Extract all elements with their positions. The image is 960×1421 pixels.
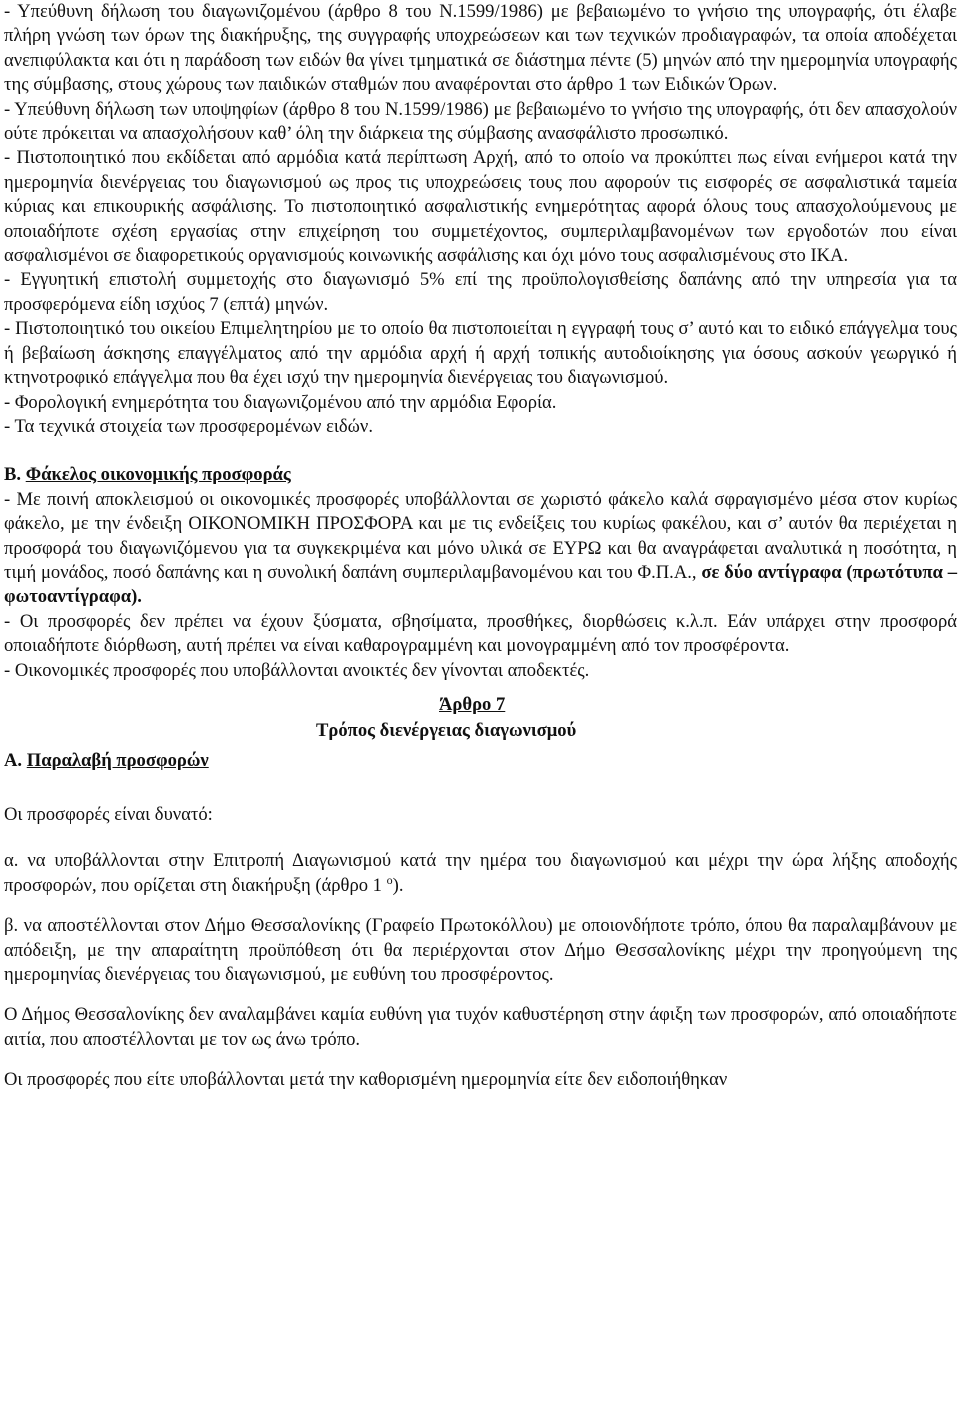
- paragraph-no-corrections: - Οι προσφορές δεν πρέπει να έχουν ξύσματα, σβησίματα, προσθήκες, διορθώσεις κ.λ.π. Εάν υπάρχει στην προσφορά οποιαδήποτε διόρθωση, αυτή πρέπει να είναι καθαρογραμμένη και μονογραμμένη από τον προσφέροντα.: [4, 610, 957, 657]
- paragraph-late-offers: Οι προσφορές που είτε υποβάλλονται μετά την καθορισμένη ημερομηνία είτε δεν ειδοποιήθηκαν: [4, 1069, 728, 1091]
- paragraph-no-liability: Ο Δήμος Θεσσαλονίκης δεν αναλαμβάνει καμία ευθύνη για τυχόν καθυστέρηση στην άφιξη των προσφορών, από οποιαδήποτε αιτία, που αποστέλλονται με τον ως άνω τρόπο.: [4, 1004, 957, 1050]
- article-header: [4, 693, 957, 789]
- article-subtitle: Τρόπος διενέργειας διαγωνισμού: [316, 719, 577, 741]
- item-a-end: ).: [392, 874, 404, 896]
- paragraph-declaration-uninsured: - Υπεύθυνη δήλωση των υποψηφίων (άρθρο 8 του Ν.1599/1986) με βεβαιωμένο το γνήσιο της υπογραφής, ότι δεν απασχολούν ούτε πρόκειται να απασχολήσουν καθ’ όλη την διάρκεια της σύμβασης ανασφάλιστο προσωπικό.: [4, 98, 957, 145]
- article-title: Άρθρο 7: [439, 693, 506, 715]
- section-b-heading: [4, 463, 957, 487]
- section-b-prefix: Β.: [4, 464, 26, 486]
- section-b-title: Φάκελος οικονομικής προσφοράς: [25, 464, 291, 486]
- document-page: [4, 0, 957, 1093]
- item-a-text: α. να υποβάλλονται στην Επιτροπή Διαγωνισμού κατά την ημέρα του διαγωνισμού και μέχρι την ώρα λήξης αποδοχής προσφορών, που ορίζεται στη διακήρυξη (άρθρο 1: [4, 850, 957, 896]
- financial-envelope-copies: σε δύο αντίγραφα (πρωτότυπα – φωτοαντίγραφα).: [4, 561, 957, 608]
- paragraph-technical-specs: - Τα τεχνικά στοιχεία των προσφερομένων ειδών.: [4, 415, 373, 437]
- paragraph-insurance-certificate: - Πιστοποιητικό που εκδίδεται από αρμόδια κατά περίπτωση Αρχή, από το οποίο να προκύπτει πως είναι ενήμεροι κατά την ημερομηνία διενέργειας του διαγωνισμού ως προς τις υποχρεώσεις τους που αφορούν τις εισφορές σε ασφαλιστικά ταμεία κύριας και επικουρικής ασφάλισης. Το πιστοποιητικό ασφαλιστικής ενημερότητας αφορά όλους τους απασχολούμενους με οποιαδήποτε σχέση εργασίας στην επιχείρηση του συμμετέχοντος, συμπεριλαμβανομένων των εργοδοτών που είναι ασφαλισμένοι σε διαφορετικούς οργανισμούς κοινωνικής ασφάλισης και όχι μόνο τους ασφαλισμένους στο ΙΚΑ.: [4, 147, 957, 267]
- paragraph-declaration-terms: - Υπεύθυνη δήλωση του διαγωνιζομένου (άρθρο 8 του Ν.1599/1986) με βεβαιωμένο το γνήσιο της υπογραφής, ότι έλαβε πλήρη γνώση των όρων της διακήρυξης, της συγγραφής υποχρεώσεων και των τεχνικών προδιαγραφών, τα οποία αποδέχεται ανεπιφύλακτα και ότι η παράδοση των ειδών θα γίνει τμηματικά σε διάστημα πέντε (5) μηνών από την ημερομηνία υπογραφής της σύμβασης, στους χώρους των παιδικών σταθμών που αναφέρονται στο άρθρο 1 των Ειδικών Όρων.: [4, 1, 957, 96]
- paragraph-chamber-certificate: - Πιστοποιητικό του οικείου Επιμελητηρίου με το οποίο θα πιστοποιείται η εγγραφή τους σ’ αυτό και το ειδικό επάγγελμα τους ή βεβαίωση άσκησης επαγγέλματος από την αρμόδια αρχή ή αρχή τοπικής αυτοδιοίκησης για όσους ασκούν γεωργικό ή κτηνοτροφικό επάγγελμα που θα έχει ισχύ την ημερομηνία διενέργειας του διαγωνισμού.: [4, 318, 957, 389]
- paragraph-financial-envelope: [4, 488, 957, 610]
- paragraph-tax-clearance: - Φορολογική ενημερότητα του διαγωνιζομένου από την αρμόδια Εφορία.: [4, 391, 557, 413]
- paragraph-guarantee-letter: - Εγγυητική επιστολή συμμετοχής στο διαγωνισμό 5% επί της προϋπολογισθείσης δαπάνης από την υπηρεσία για τα προσφερόμενα είδη ισχύος 7 (επτά) μηνών.: [4, 269, 957, 315]
- paragraph-offers-intro: Οι προσφορές είναι δυνατό:: [4, 803, 213, 825]
- section-a-title: Παραλαβή προσφορών: [26, 749, 209, 771]
- paragraph-open-offers: - Οικονομικές προσφορές που υποβάλλονται ανοικτές δεν γίνονται αποδεκτές.: [4, 659, 590, 681]
- list-item-a: [4, 849, 957, 898]
- section-a-prefix: Α.: [4, 749, 27, 771]
- financial-envelope-text: - Με ποινή αποκλεισμού οι οικονομικές προσφορές υποβάλλονται σε χωριστό φάκελο καλά σφραγισμένο μέσα στον κυρίως φάκελο, με την ένδειξη ΟΙΚΟΝΟΜΙΚΗ ΠΡΟΣΦΟΡΑ και με τις ενδείξεις του κυρίως φακέλου, και σ’ αυτόν θα περιέχεται η προσφορά του διαγωνιζόμενου για τα συγκεκριμένα και μόνο υλικά σε ΕΥΡΩ και θα αναγράφεται αναλυτικά η ποσότητα, η τιμή μονάδος, ποσό δαπάνης και η συνολική δαπάνη συμπεριλαμβανομένου και του Φ.Π.Α.,: [4, 488, 957, 583]
- list-item-b: β. να αποστέλλονται στον Δήμο Θεσσαλονίκης (Γραφείο Πρωτοκόλλου) με οποιονδήποτε τρόπο, όπου θα παραλαμβάνουν με απόδειξη, με την απαραίτητη προϋπόθεση ότι θα περιέρχονται στον Δήμο Θεσσαλονίκης μέχρι την προηγούμενη της ημερομηνίας διενέργειας του διαγωνισμού, με ευθύνη του προσφέροντος.: [4, 915, 957, 985]
- item-a-superscript: ο: [386, 872, 393, 887]
- section-a-heading: [4, 749, 209, 773]
